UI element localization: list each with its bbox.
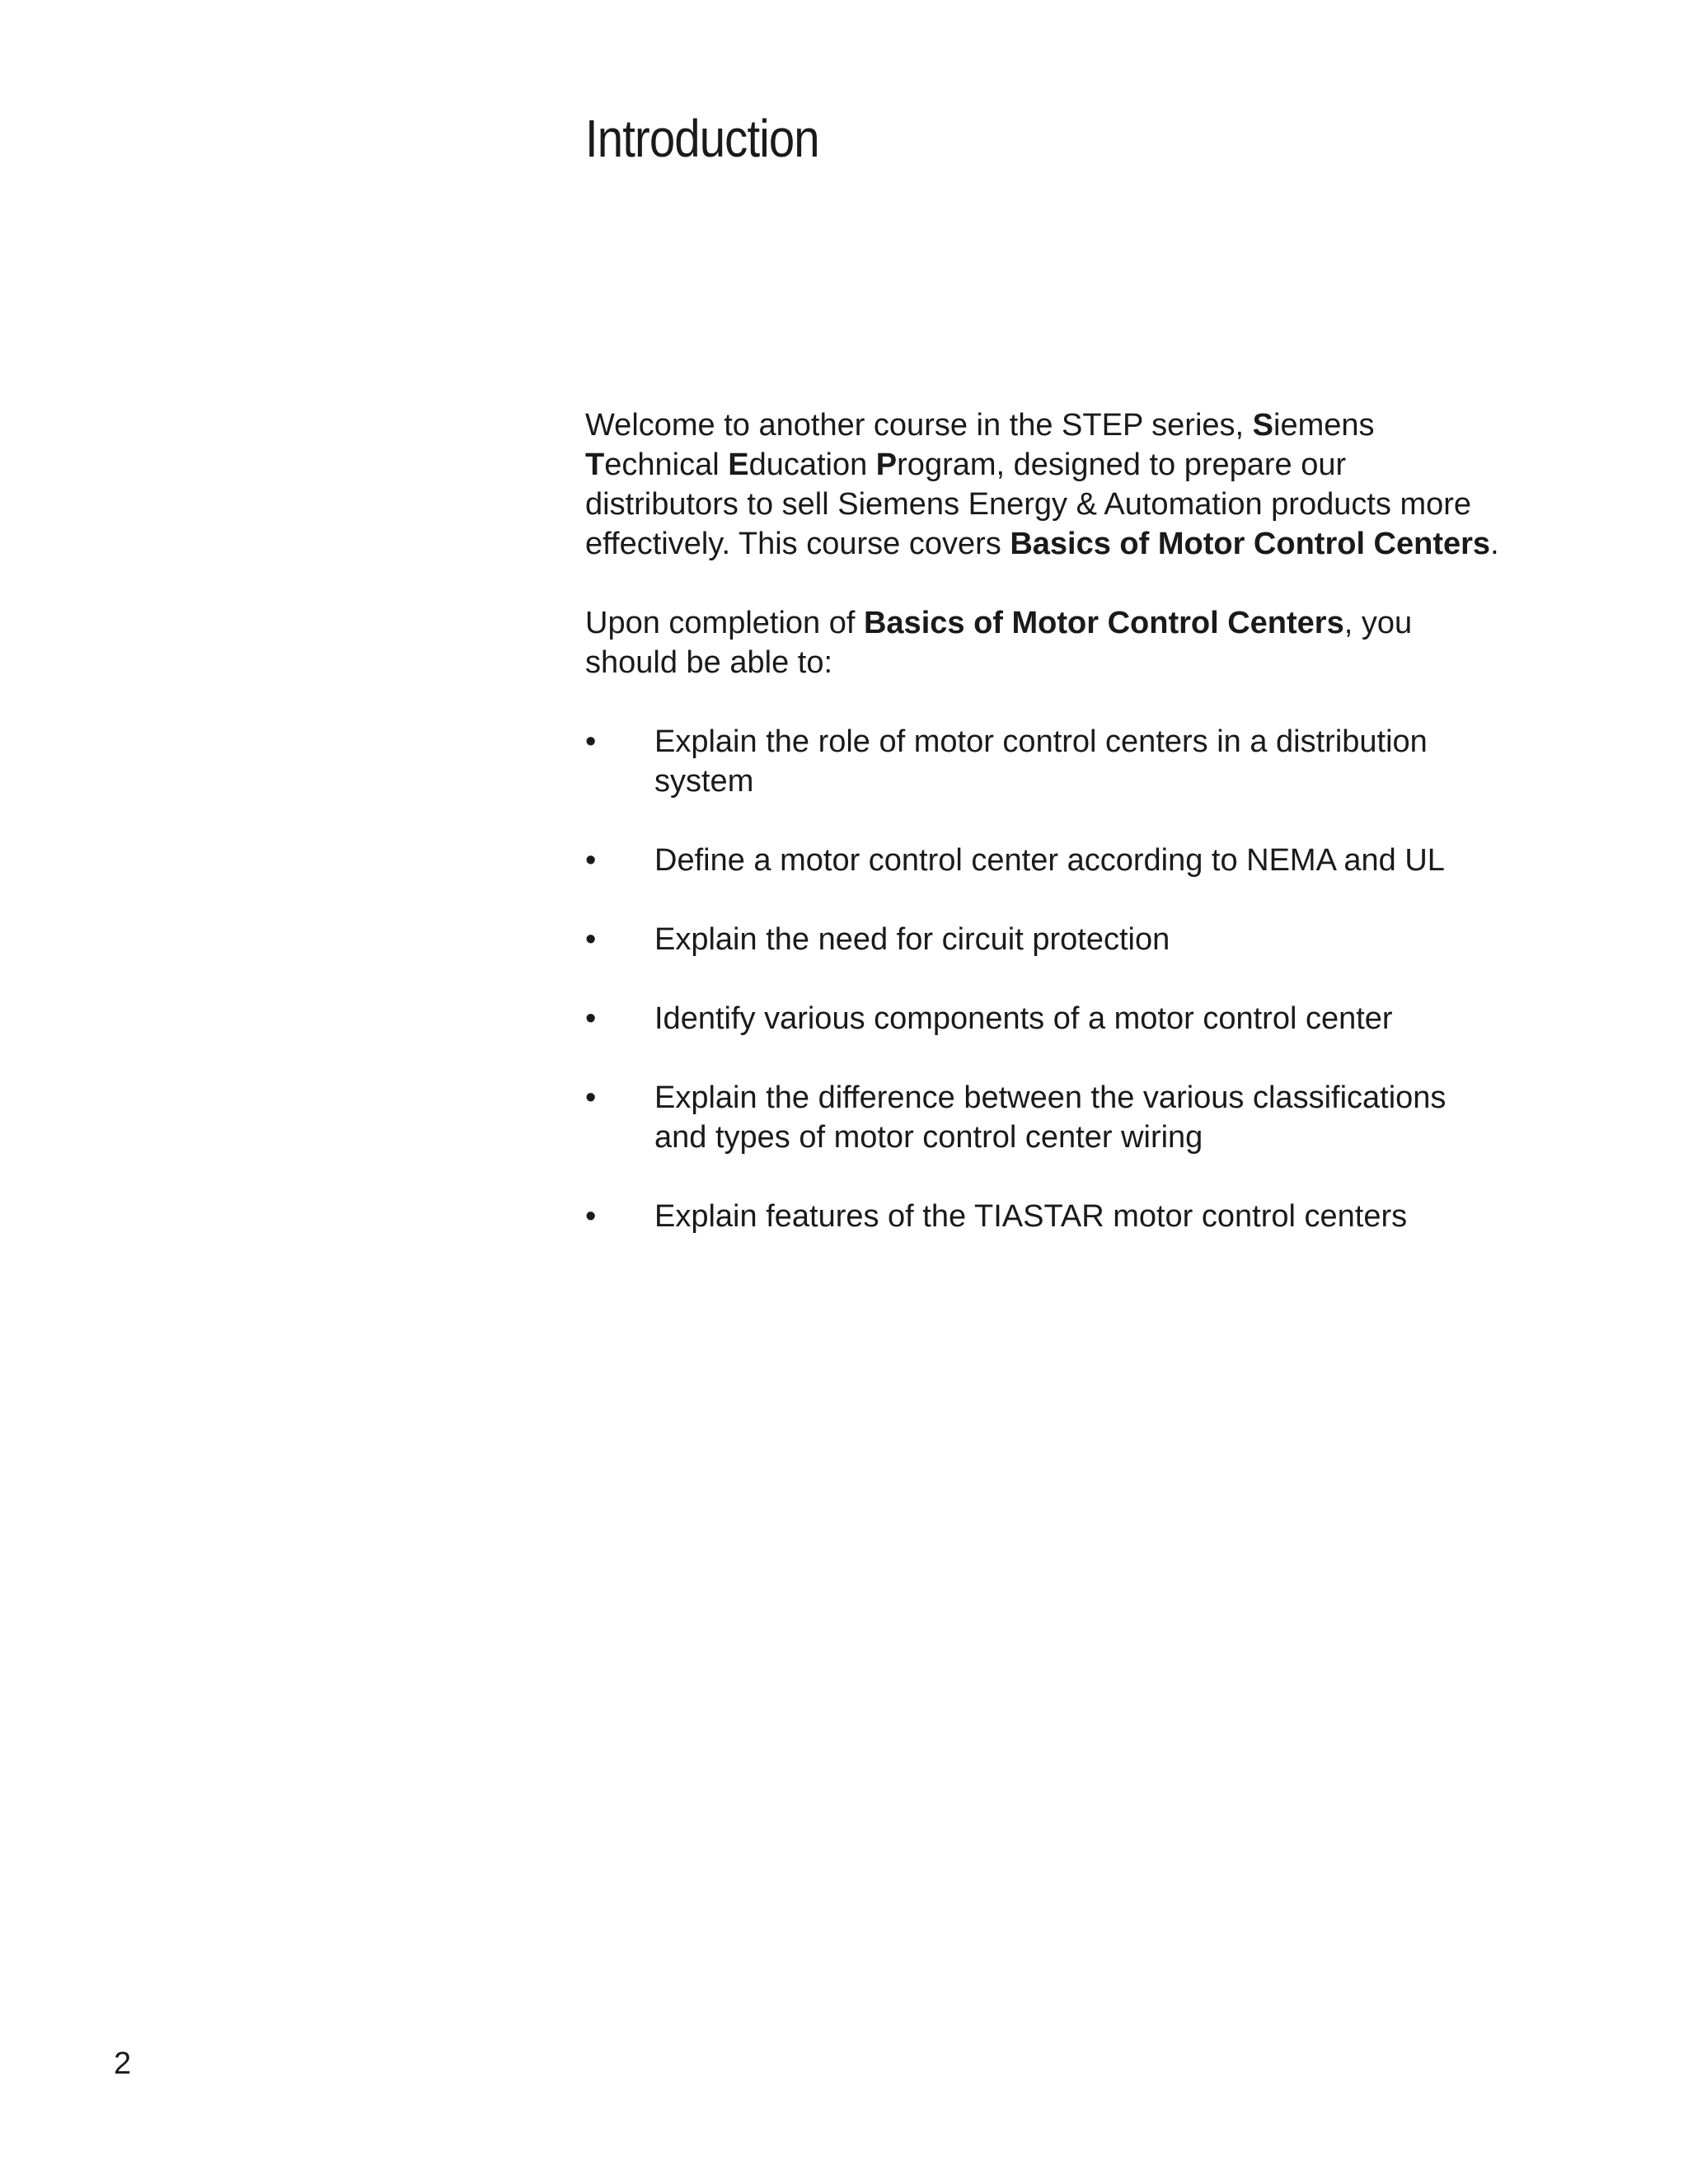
bullet-icon: •	[585, 724, 597, 759]
completion-paragraph	[585, 603, 1500, 682]
intro-text: .	[1490, 527, 1499, 561]
objective-text: Explain features of the TIASTAR motor control centers	[654, 1199, 1408, 1234]
intro-content	[585, 405, 1500, 1276]
objective-item	[585, 999, 1500, 1038]
objective-text: Identify various components of a motor control center	[654, 1001, 1393, 1036]
objectives-list	[585, 722, 1500, 1236]
intro-text: iemens	[1273, 408, 1375, 443]
bullet-icon: •	[585, 922, 597, 957]
objective-item	[585, 722, 1500, 801]
objective-text: Define a motor control center according to NEMA and UL	[654, 843, 1445, 878]
intro-text: ducation	[748, 448, 876, 482]
page-title: Introduction	[585, 109, 819, 168]
acronym-letter-t: T	[585, 448, 605, 482]
completion-text: , you should be able to:	[585, 606, 1413, 680]
course-name: Basics of Motor Control Centers	[863, 606, 1344, 640]
intro-text: Welcome to another course in the STEP series,	[585, 408, 1253, 443]
intro-text: rogram, designed to prepare our distributors to sell Siemens Energy & Automation products more effectively. This course covers	[585, 448, 1472, 561]
bullet-icon: •	[585, 843, 597, 878]
acronym-letter-p: P	[875, 448, 898, 482]
objective-item	[585, 1078, 1500, 1157]
objective-item	[585, 1197, 1500, 1236]
objective-text: Explain the difference between the various classifications and types of motor control center wiring	[654, 1080, 1447, 1155]
objective-item	[585, 841, 1500, 880]
intro-paragraph	[585, 405, 1500, 564]
acronym-letter-s: S	[1252, 408, 1274, 443]
objective-text: Explain the need for circuit protection	[654, 922, 1170, 957]
completion-text: Upon completion of	[585, 606, 864, 640]
acronym-letter-e: E	[728, 448, 749, 482]
intro-text: echnical	[604, 448, 729, 482]
objective-item	[585, 920, 1500, 959]
objective-text: Explain the role of motor control centers in a distribution system	[654, 724, 1428, 799]
page-number: 2	[114, 2046, 132, 2081]
bullet-icon: •	[585, 1080, 597, 1115]
bullet-icon: •	[585, 1001, 597, 1036]
bullet-icon: •	[585, 1199, 597, 1234]
course-name: Basics of Motor Control Centers	[1010, 527, 1491, 561]
